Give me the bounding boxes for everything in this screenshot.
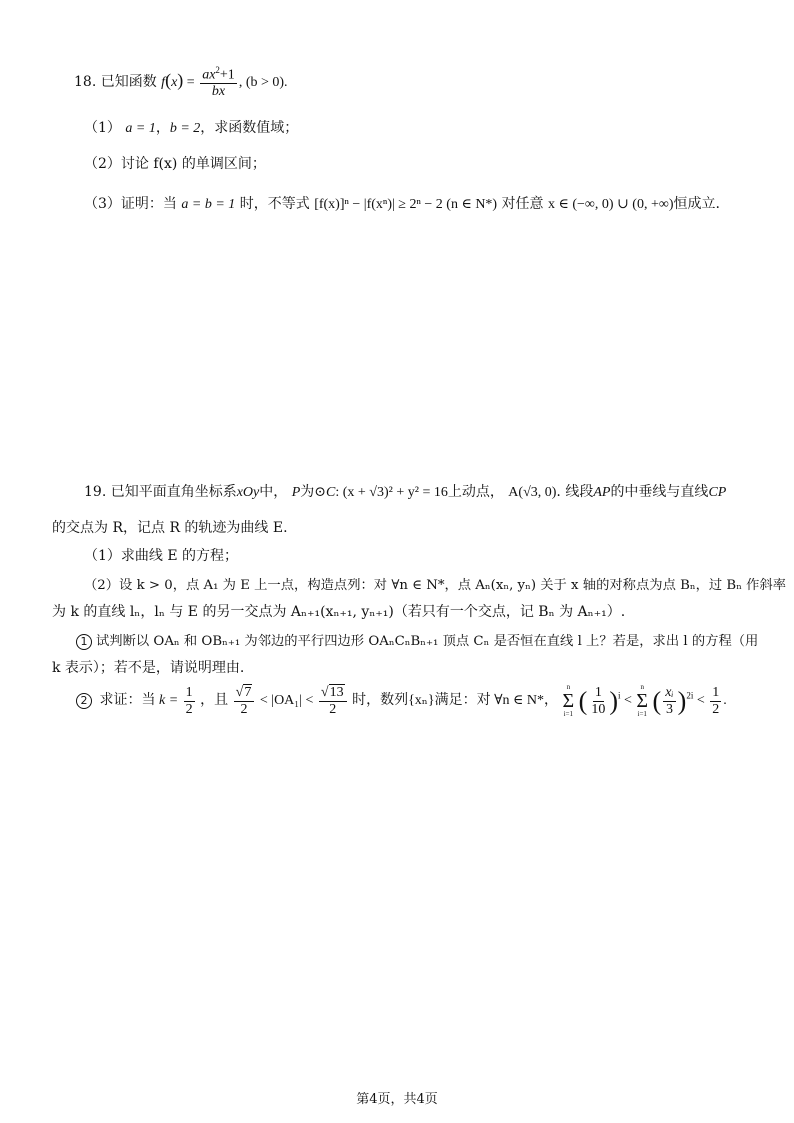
q18-fraction: $\frac{ax^2+1}{bx}$ bbox=[202, 65, 235, 100]
q18-inequality: [f(x)]ⁿ − |f(xⁿ)| ≥ 2ⁿ − 2 (n ∈ N*) bbox=[314, 197, 498, 212]
sum-symbol-1: n Σ i=1 bbox=[562, 683, 575, 718]
q18-part1: （1） a = 1，b = 2，求函数值域； bbox=[84, 120, 299, 136]
q19-part2-line1: （2）设 k > 0，点 A₁ 为 E 上一点，构造点列：对 ∀n ∈ N*，点 Aₙ(xₙ, yₙ) 关于 x 轴的对称点为点 Bₙ，过 Bₙ 作斜率 bbox=[84, 578, 787, 593]
q19-point-A: A(√3, 0) bbox=[508, 485, 557, 500]
q19-line1: 19. 已知平面直角坐标系xOy中， P为⊙C: (x + √3)² + y² = 16上动点， A(√3, 0). 线段AP的中垂线与直线CP bbox=[84, 484, 727, 500]
q18-part3: （3）证明：当 a = b = 1 时，不等式 [f(x)]ⁿ − |f(xⁿ)| ≥ 2ⁿ − 2 (n ∈ N*) 对任意 x ∈ (−∞, 0) ∪ (0, +∞)恒成立. bbox=[84, 196, 720, 212]
q18-stem-text: 已知函数 bbox=[100, 73, 157, 90]
q18-part2: （2）讨论 f(x) 的单调区间； bbox=[84, 156, 266, 172]
q18-stem bbox=[74, 66, 288, 99]
circled-number-2: 2 bbox=[76, 693, 92, 709]
q19-sub1-line1: 1 试判断以 OAₙ 和 OBₙ₊₁ 为邻边的平行四边形 OAₙCₙBₙ₊₁ 顶点 Cₙ 是否恒在直线 l 上？若是，求出 l 的方程（用 bbox=[76, 634, 758, 650]
q19-circle-eq: : (x + √3)² + y² = 16 bbox=[335, 485, 448, 500]
circled-number-1: 1 bbox=[76, 634, 92, 650]
q19-sub1-line2: k 表示）；若不是，请说明理由. bbox=[52, 660, 245, 676]
q18-number: 18. bbox=[74, 73, 97, 90]
q19-number: 19. bbox=[84, 484, 107, 500]
q18-function: f(x) = $\frac{ax^2+1}{bx}$ , (b > 0). bbox=[161, 65, 288, 100]
q19-part1: （1）求曲线 E 的方程； bbox=[84, 548, 239, 564]
page-footer: 第4页，共4页 bbox=[356, 1092, 438, 1107]
q19-line2: 的交点为 R，记点 R 的轨迹为曲线 E. bbox=[52, 520, 288, 536]
q19-sub2: 2 求证：当 k = $\frac{1}{2}$ ，且 $\frac{√7}{2}$ < |OA₁| < $\frac{√13}{2}$ 时，数列{xₙ}满足：对 ∀n ∈ N*， n Σ i=1 ( $\frac{1}{10}$ )$^i$ < n Σ i=1 ( $\frac{\text{xᵢ}}{3}$ )$^{2i}$ < $\frac{1}{2}$ . bbox=[76, 684, 727, 718]
q19-part2-line2: 为 k 的直线 lₙ，lₙ 与 E 的另一交点为 Aₙ₊₁(xₙ₊₁, yₙ₊₁)（若只有一个交点，记 Bₙ 为 Aₙ₊₁）. bbox=[52, 604, 626, 620]
q18-domain: x ∈ (−∞, 0) ∪ (0, +∞) bbox=[548, 197, 674, 212]
sum-symbol-2: n Σ i=1 bbox=[636, 683, 649, 718]
